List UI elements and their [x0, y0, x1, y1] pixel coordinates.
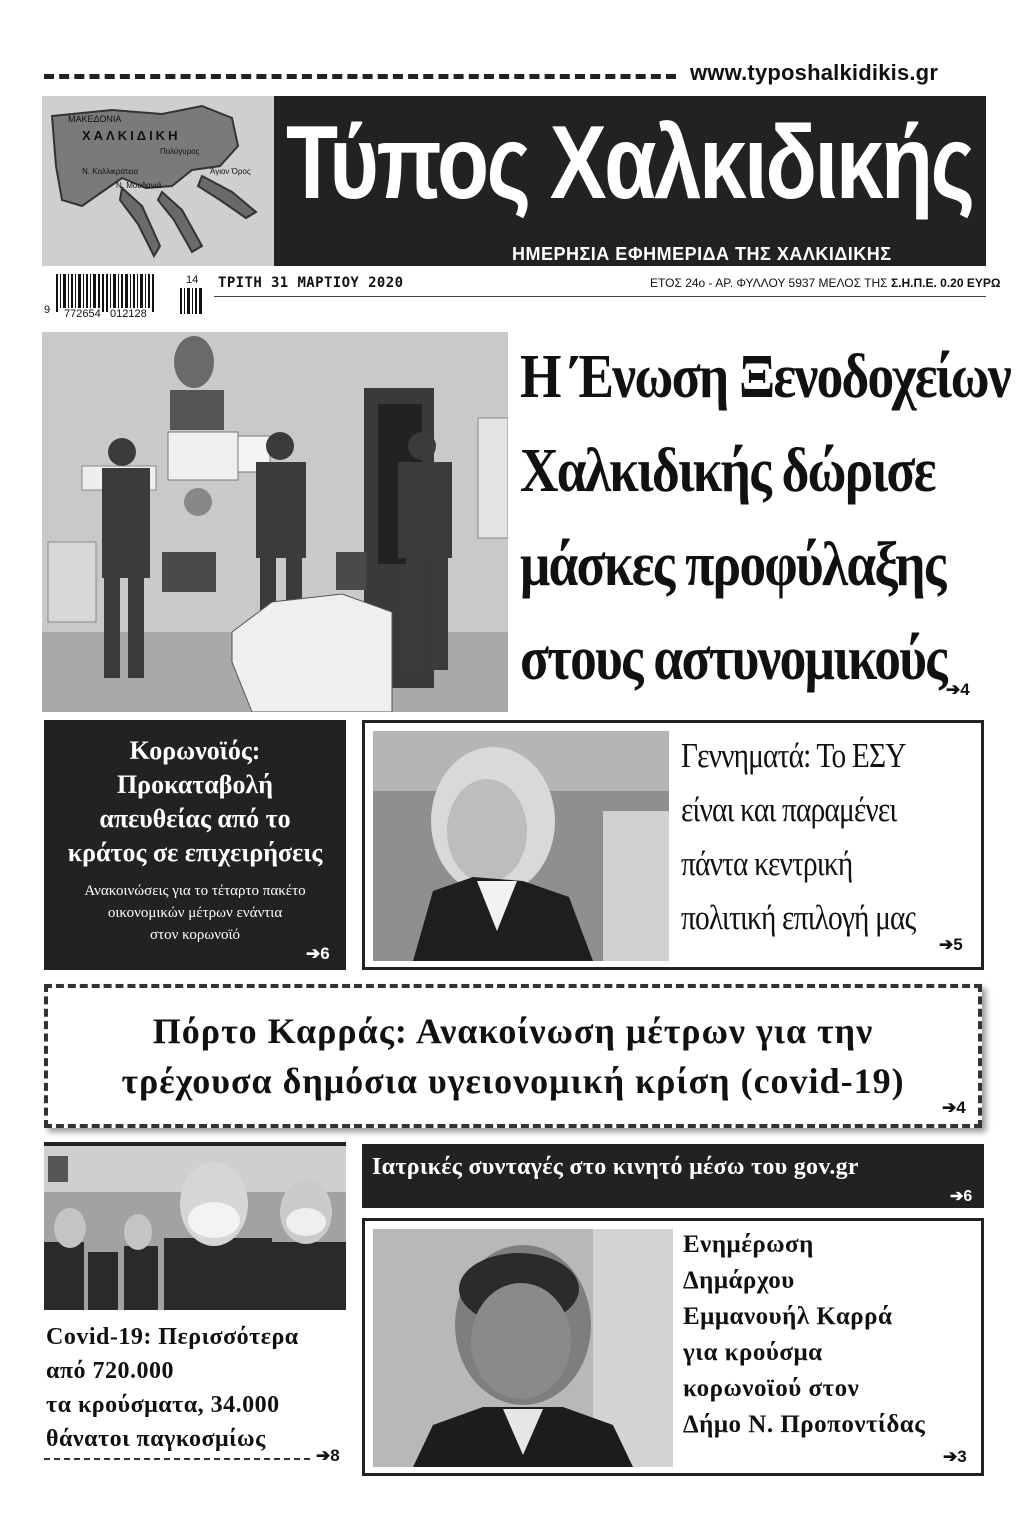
economy-summary-line-1: Ανακοινώσεις για το τέταρτο πακέτο [84, 883, 306, 899]
economy-headline [44, 734, 346, 870]
barcode-digits-right: 012128 [110, 308, 147, 320]
economy-headline-line-3: απευθείας από το [99, 804, 291, 833]
karras-headline-line-5: κορωνοϊού στον [683, 1375, 860, 1402]
issue-number: 14 [186, 274, 199, 286]
issue-meta-price: Σ.Η.Π.Ε. 0.20 ΕΥΡΩ [890, 276, 1001, 290]
covid-dashed-rule [44, 1458, 310, 1460]
porto-carras-headline [48, 1006, 978, 1106]
barcode [42, 274, 172, 320]
economy-headline-line-2: Προκαταβολή [116, 770, 274, 799]
gennimata-headline-line-4: πολιτική επιλογή μας [681, 898, 916, 937]
chalkidiki-map [42, 96, 274, 266]
gennimata-page-ref[interactable]: ➔5 [939, 935, 963, 954]
karras-headline-line-1: Ενημέρωση [683, 1231, 814, 1258]
covid-photo-image [44, 1142, 346, 1310]
top-dashed-rule [44, 74, 676, 79]
gennimata-headline-line-3: πάντα κεντρική [681, 844, 853, 883]
karras-photo [373, 1229, 673, 1467]
prescriptions-banner[interactable] [362, 1144, 984, 1208]
lead-headline-line-1: Η Ένωση Ξενοδοχείων [520, 343, 1010, 411]
covid-page-ref[interactable]: ➔8 [316, 1446, 340, 1465]
lead-headline-line-4: στους αστυνομικούς [520, 625, 946, 693]
economy-headline-line-1: Κορωνοϊός: [129, 736, 261, 765]
covid-headline-line-3: τα κρούσματα, 34.000 [46, 1392, 280, 1418]
gennimata-box[interactable] [362, 720, 984, 970]
porto-carras-headline-line-1: Πόρτο Καρράς: Ανακοίνωση μέτρων για την [152, 1011, 874, 1051]
covid-photo [44, 1142, 346, 1310]
prescriptions-headline: Ιατρικές συνταγές στο κινητό μέσω του gov.gr [372, 1154, 859, 1180]
porto-carras-headline-line-2: τρέχουσα δημόσια υγειονομική κρίση (covid-19) [121, 1061, 905, 1101]
map-label-agion-oros: Άγιον Όρος [210, 167, 251, 176]
covid-headline-line-4: θάνατοι παγκοσμίως [46, 1426, 266, 1452]
karras-headline-line-2: Δημάρχου [683, 1267, 795, 1294]
map-label-polygyros: Πολύγυρος [160, 147, 200, 156]
covid-headline-line-2: από 720.000 [46, 1358, 175, 1384]
lead-page-ref[interactable]: ➔4 [946, 680, 970, 699]
economy-headline-line-4: κράτος σε επιχειρήσεις [67, 838, 323, 867]
karras-headline [683, 1227, 981, 1443]
addon-barcode [180, 288, 204, 314]
gennimata-photo-image [373, 731, 669, 961]
map-label-kallikratia: Ν. Καλλικράτεια [82, 167, 139, 176]
barcode-digits-mid: 772654 [64, 308, 101, 320]
porto-carras-box[interactable] [44, 984, 982, 1128]
karras-headline-line-3: Εμμανουήλ Καρρά [683, 1303, 893, 1330]
economy-summary [44, 880, 346, 946]
map-label-macedonia: ΜΑΚΕΔΟΝΙΑ [68, 114, 122, 124]
karras-page-ref[interactable]: ➔3 [943, 1447, 967, 1466]
karras-photo-image [373, 1229, 673, 1467]
lead-photo [42, 332, 508, 712]
economy-page-ref[interactable]: ➔6 [306, 944, 330, 963]
masthead [42, 96, 986, 266]
economy-box[interactable] [44, 720, 346, 970]
gennimata-headline-line-2: είναι και παραμένει [681, 790, 897, 829]
karras-headline-line-6: Δήμο Ν. Προποντίδας [683, 1411, 926, 1438]
website-url[interactable]: www.typoshalkidikis.gr [690, 60, 939, 85]
newspaper-subtitle: ΗΜΕΡΗΣΙΑ ΕΦΗΜΕΡΙΔΑ ΤΗΣ ΧΑΛΚΙΔΙΚΗΣ [512, 244, 892, 264]
karras-headline-line-4: για κρούσμα [683, 1339, 823, 1366]
date-row-rule [214, 296, 986, 297]
barcode-graphic [42, 274, 172, 320]
gennimata-headline [681, 729, 933, 945]
covid-headline[interactable] [46, 1320, 356, 1456]
map-label-moudania: Ν. Μουδανιά [116, 181, 162, 190]
issue-date: ΤΡΙΤΗ 31 ΜΑΡΤΙΟΥ 2020 [218, 275, 404, 291]
gennimata-photo [373, 731, 669, 961]
gennimata-headline-line-1: Γεννηματά: Το ΕΣΥ [681, 736, 906, 775]
map-label-region: ΧΑΛΚΙΔΙΚΗ [82, 128, 181, 143]
lead-headline-line-2: Χαλκιδικής δώρισε [520, 437, 935, 505]
newspaper-title: Τύπος Χαλκιδικής [286, 105, 973, 221]
barcode-digit-left: 9 [44, 304, 51, 316]
lead-headline-line-3: μάσκες προφύλαξης [520, 531, 945, 599]
map-illustration [42, 96, 274, 266]
karras-box[interactable] [362, 1218, 984, 1476]
issue-meta [650, 276, 1000, 290]
lead-headline[interactable] [520, 330, 1010, 706]
lead-photo-image [42, 332, 508, 712]
issue-meta-text: ΕΤΟΣ 24ο - ΑΡ. ΦΥΛΛΟΥ 5937 ΜΕΛΟΣ ΤΗΣ [650, 276, 888, 290]
covid-headline-line-1: Covid-19: Περισσότερα [46, 1324, 299, 1350]
economy-summary-line-3: στον κορωνοϊό [149, 927, 241, 943]
porto-carras-page-ref[interactable]: ➔4 [942, 1098, 966, 1117]
prescriptions-page-ref[interactable]: ➔6 [950, 1188, 973, 1205]
economy-summary-line-2: οικονομικών μέτρων ενάντια [107, 905, 283, 921]
